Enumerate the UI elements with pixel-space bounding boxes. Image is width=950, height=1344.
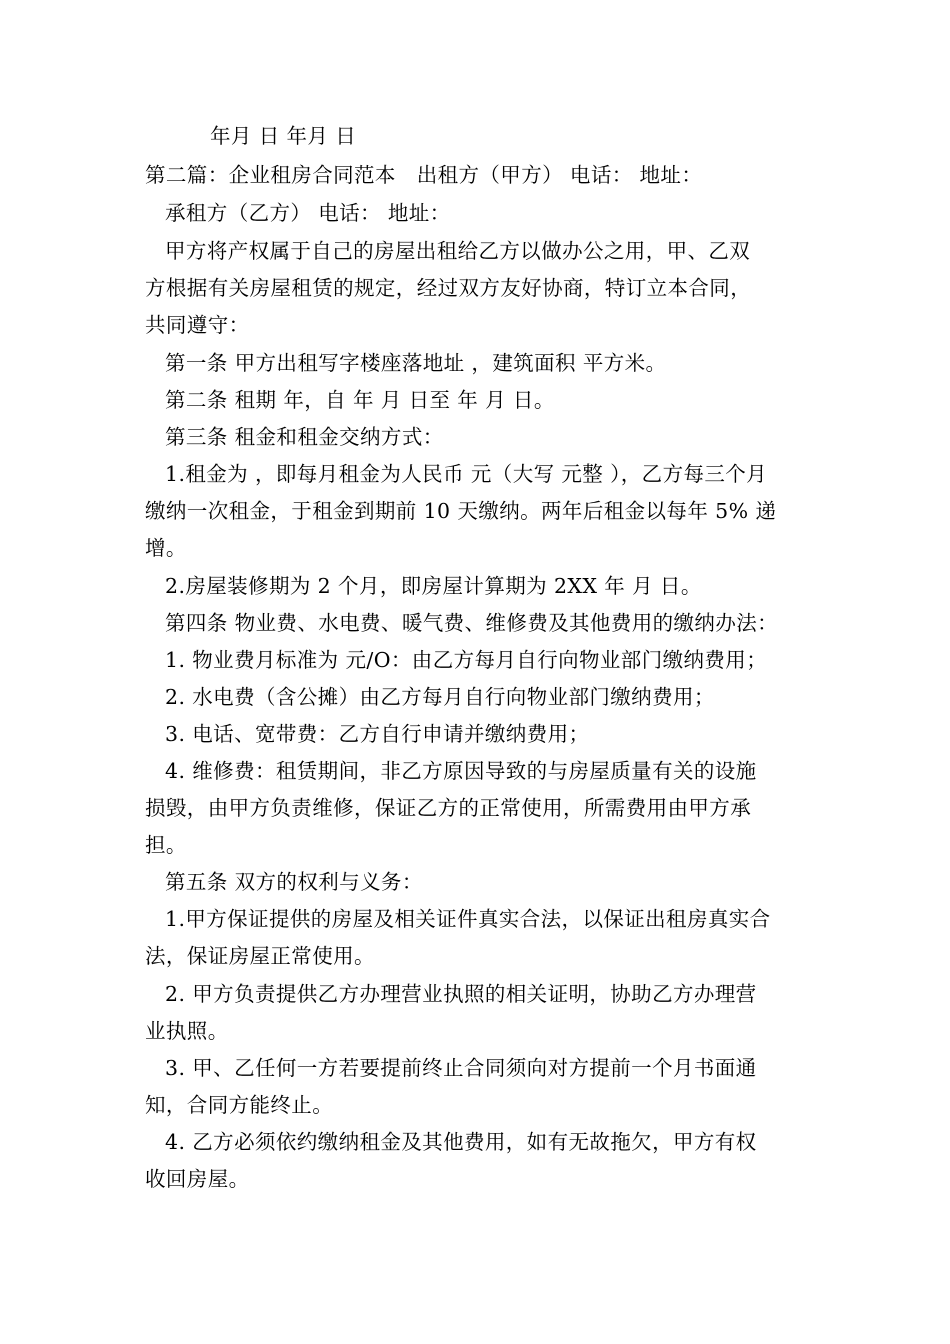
paragraph-line: 1.租金为 ，即每月租金为人民币 元（大写 元整 ），乙方每三个月 [165,462,768,486]
clause-5: 第五条 双方的权利与义务： [165,870,423,894]
tenant-info: 承租方（乙方） 电话： 地址： [165,201,451,225]
chapter-heading: 第二篇：企业租房合同范本 出租方（甲方） 电话： 地址： [145,163,703,187]
clause-2: 第二条 租期 年，自 年 月 日至 年 月 日。 [165,388,555,412]
paragraph-line: 2. 甲方负责提供乙方办理营业执照的相关证明，协助乙方办理营 [165,982,757,1006]
paragraph-line: 方根据有关房屋租赁的规定，经过双方友好协商，特订立本合同， [145,276,752,300]
paragraph-line: 共同遵守： [145,313,250,337]
paragraph-line: 知，合同方能终止。 [145,1093,334,1117]
paragraph-line: 担。 [145,833,187,857]
paragraph-line: 3. 电话、宽带费：乙方自行申请并缴纳费用； [165,722,590,746]
clause-3: 第三条 租金和租金交纳方式： [165,425,444,449]
paragraph-line: 损毁，由甲方负责维修，保证乙方的正常使用，所需费用由甲方承 [145,796,752,820]
clause-4: 第四条 物业费、水电费、暖气费、维修费及其他费用的缴纳办法： [165,611,779,635]
paragraph-line: 2. 水电费（含公摊）由乙方每月自行向物业部门缴纳费用； [165,685,715,709]
clause-1: 第一条 甲方出租写字楼座落地址 ，建筑面积 平方米。 [165,351,667,375]
date-line: 年月 日 年月 日 [210,124,357,148]
paragraph-line: 4. 乙方必须依约缴纳租金及其他费用，如有无故拖欠，甲方有权 [165,1130,757,1154]
paragraph-line: 2.房屋装修期为 2 个月，即房屋计算期为 2XX 年 月 日。 [165,574,702,598]
paragraph-line: 3. 甲、乙任何一方若要提前终止合同须向对方提前一个月书面通 [165,1056,757,1080]
paragraph-line: 4. 维修费：租赁期间，非乙方原因导致的与房屋质量有关的设施 [165,759,757,783]
paragraph-line: 增。 [145,536,187,560]
paragraph-line: 1.甲方保证提供的房屋及相关证件真实合法，以保证出租房真实合 [165,907,771,931]
paragraph-line: 业执照。 [145,1019,229,1043]
paragraph-line: 1. 物业费月标准为 元/O：由乙方每月自行向物业部门缴纳费用； [165,648,768,672]
paragraph-line: 法，保证房屋正常使用。 [145,944,375,968]
paragraph-line: 缴纳一次租金，于租金到期前 10 天缴纳。两年后租金以每年 5% 递 [145,499,777,523]
paragraph-line: 甲方将产权属于自己的房屋出租给乙方以做办公之用，甲、乙双 [165,239,751,263]
paragraph-line: 收回房屋。 [145,1167,250,1191]
